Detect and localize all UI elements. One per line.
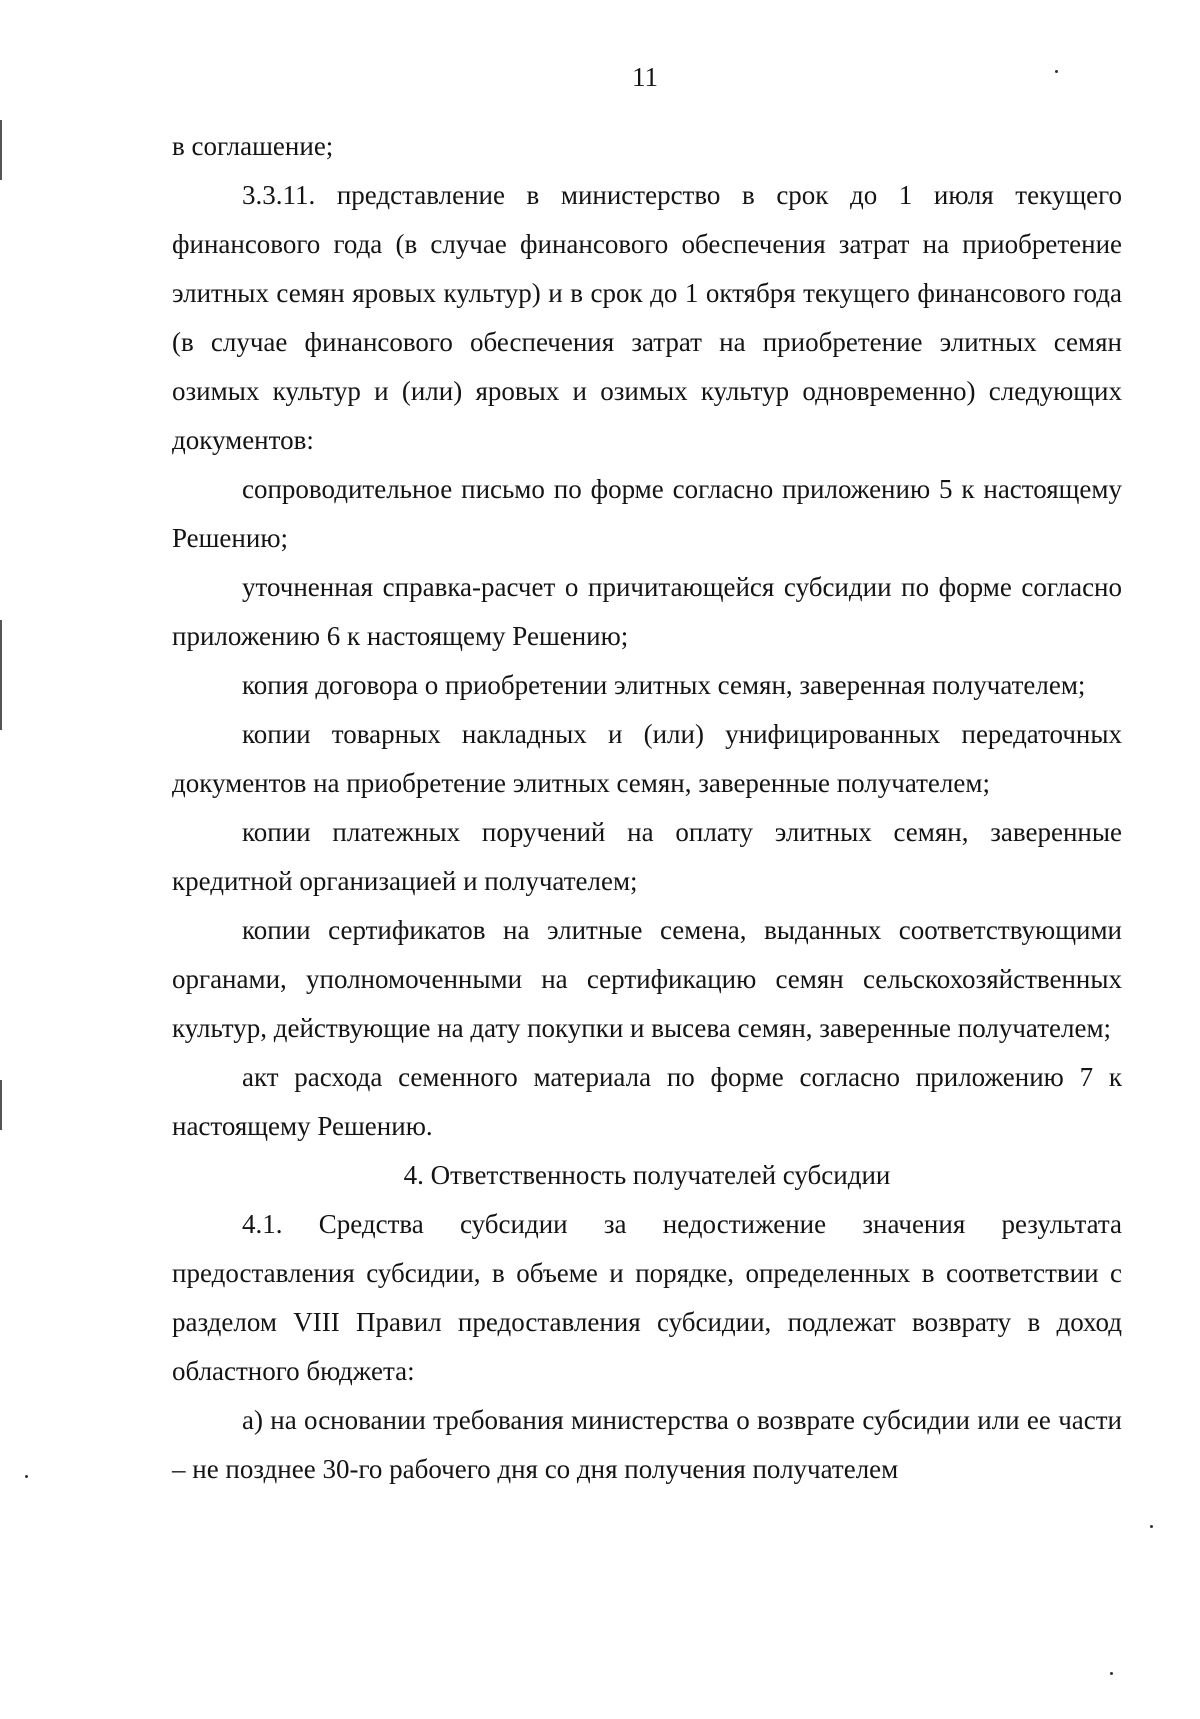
scan-edge-mark [0, 120, 2, 180]
paragraph: копии товарных накладных и (или) унифицированных передаточных документов на приобретение элитных семян, заверенные получателем; [172, 719, 1122, 798]
paragraph: копия договора о приобретении элитных семян, заверенная получателем; [242, 670, 1086, 700]
scan-speck [25, 1475, 28, 1478]
paragraph: уточненная справка-расчет о причитающейся субсидии по форме согласно приложению 6 к настоящему Решению; [172, 572, 1122, 651]
paragraph-4-1: 4.1. Средства субсидии за недостижение значения результата предоставления субсидии, в объеме и порядке, определенных в соответствии с разделом VIII Правил предоставления субсидии, подлежат возврату в доход областного бюджета: [172, 1209, 1122, 1386]
scan-edge-mark [0, 620, 2, 730]
scan-speck [1110, 1672, 1113, 1675]
page-number: 11 [632, 62, 658, 92]
scan-speck [1150, 1525, 1153, 1528]
paragraph-3-3-11: 3.3.11. представление в министерство в срок до 1 июля текущего финансового года (в случае финансового обеспечения затрат на приобретение элитных семян яровых культур) и в срок до 1 октября текущего финансового года (в случае финансового обеспечения затрат на приобретение элитных семян озимых культур и (или) яровых и озимых культур одновременно) следующих документов: [172, 180, 1122, 455]
document-body [172, 122, 1122, 1494]
paragraph: акт расхода семенного материала по форме согласно приложению 7 к настоящему Решению. [172, 1062, 1122, 1141]
paragraph: сопроводительное письмо по форме согласно приложению 5 к настоящему Решению; [172, 474, 1122, 553]
paragraph: а) на основании требования министерства о возврате субсидии или ее части – не позднее 30-го рабочего дня со дня получения получателем [172, 1405, 1122, 1484]
scan-edge-mark [0, 1080, 2, 1130]
section-heading: 4. Ответственность получателей субсидии [403, 1160, 891, 1190]
paragraph: копии платежных поручений на оплату элитных семян, заверенные кредитной организацией и получателем; [172, 817, 1122, 896]
paragraph: копии сертификатов на элитные семена, выданных соответствующими органами, уполномоченными на сертификацию семян сельскохозяйственных культур, действующие на дату покупки и высева семян, заверенные получателем; [172, 915, 1122, 1043]
paragraph: в соглашение; [172, 131, 334, 161]
